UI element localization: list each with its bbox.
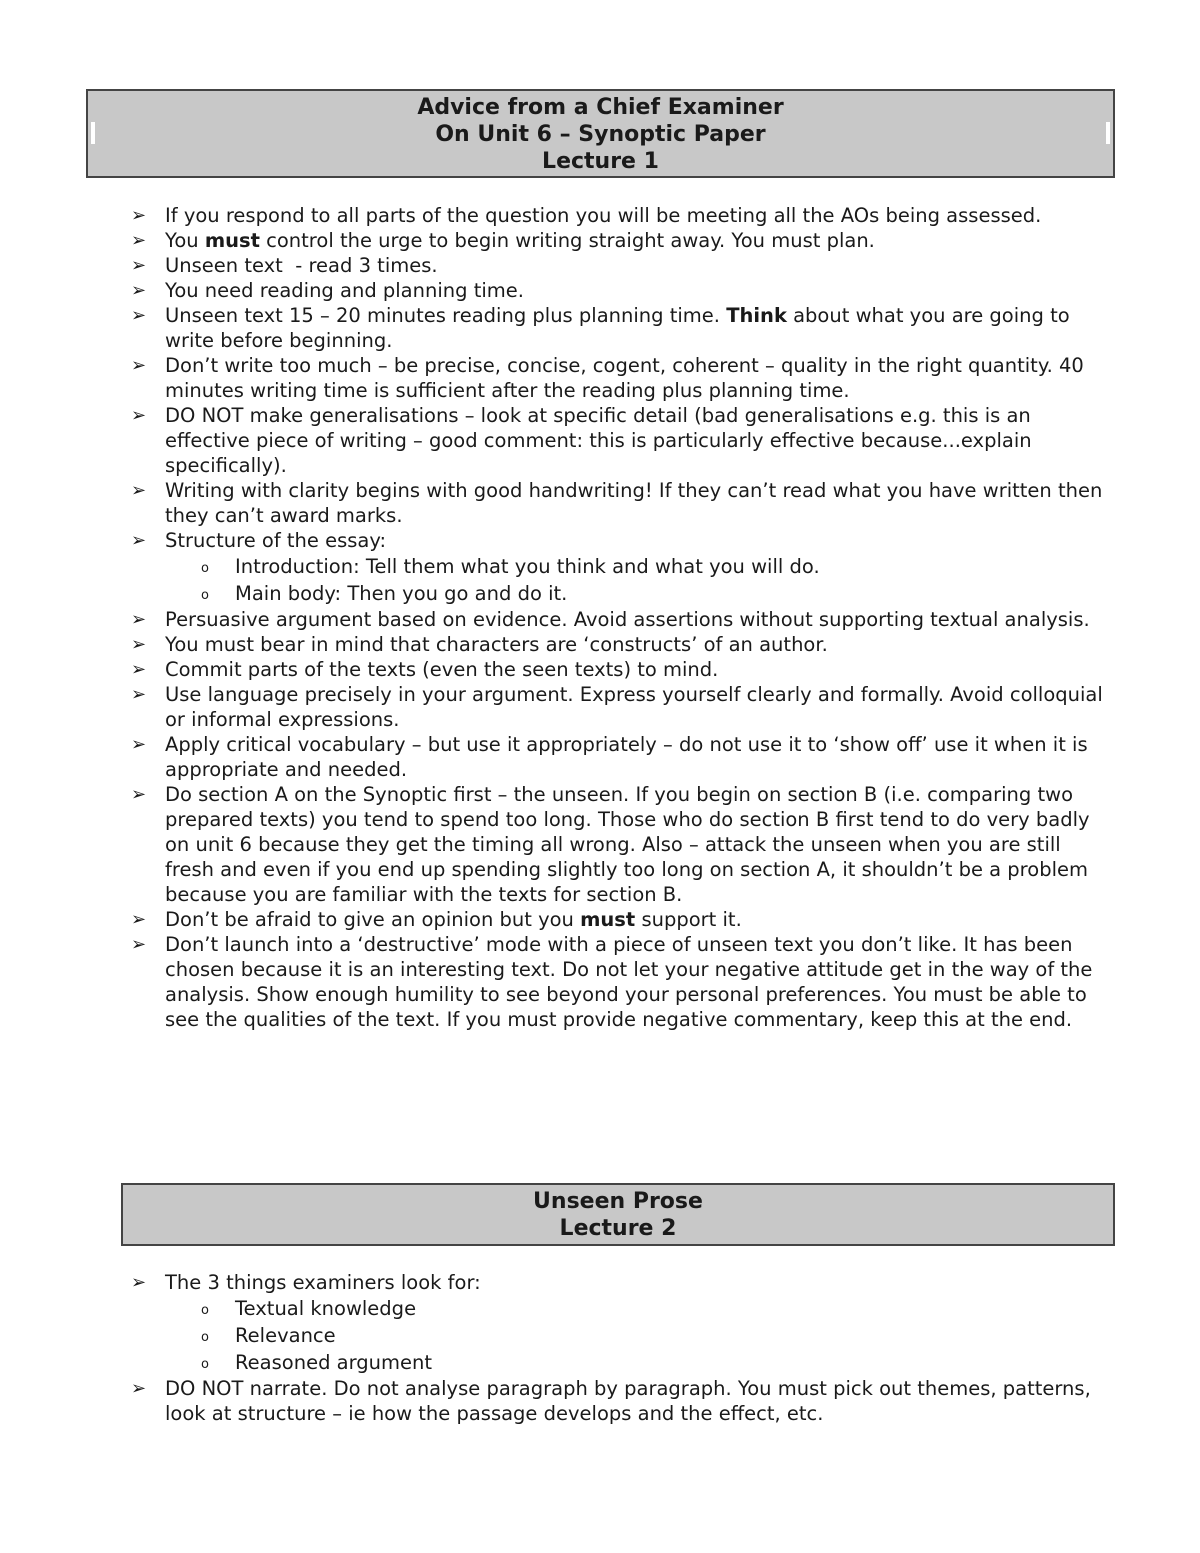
header-subtitle: On Unit 6 – Synoptic Paper: [435, 122, 766, 147]
arrow-bullet-icon: ➢: [131, 659, 147, 680]
list-item: ➢ You need reading and planning time.: [131, 279, 524, 302]
list-item: ➢ Don’t write too much – be precise, concise, cogent, coherent – quality in the right quantity. 40 minutes writing time is sufficient after the reading plus planning time.: [131, 354, 1084, 402]
arrow-bullet-icon: ➢: [131, 530, 147, 551]
list-item: ➢ Writing with clarity begins with good handwriting! If they can’t read what you have written then they can’t award marks.: [131, 479, 1103, 527]
header-lecture-label: Lecture 2: [559, 1216, 677, 1241]
list-item: ➢ Persuasive argument based on evidence. Avoid assertions without supporting textual analysis.: [131, 608, 1090, 631]
arrow-bullet-icon: ➢: [131, 634, 147, 655]
sub-list-item: o Relevance: [0, 1322, 1105, 1349]
arrow-bullet-icon: ➢: [131, 480, 147, 501]
list-item: ➢ Commit parts of the texts (even the seen texts) to mind.: [131, 658, 719, 681]
header-title: Advice from a Chief Examiner: [417, 95, 784, 120]
list-item: ➢ Use language precisely in your argument. Express yourself clearly and formally. Avoid colloquial or informal expressions.: [131, 683, 1103, 731]
header-lecture-label: Lecture 1: [542, 149, 659, 174]
sub-list-item: o Introduction: Tell them what you think and what you will do.: [0, 553, 1105, 580]
circle-bullet-icon: o: [201, 1303, 209, 1318]
circle-bullet-icon: o: [201, 1330, 209, 1345]
sub-list-item: o Main body: Then you go and do it.: [0, 580, 1105, 607]
arrow-bullet-icon: ➢: [131, 684, 147, 705]
list-item: ➢ DO NOT narrate. Do not analyse paragraph by paragraph. You must pick out themes, patterns, look at structure – ie how the passage develops and the effect, etc.: [131, 1377, 1091, 1425]
list-item: ➢ The 3 things examiners look for:: [131, 1271, 481, 1294]
list-item: ➢ Unseen text 15 – 20 minutes reading plus planning time. Think about what you are going to write before beginning.: [131, 304, 1070, 352]
header-title: Unseen Prose: [533, 1189, 703, 1214]
circle-bullet-icon: o: [201, 588, 209, 603]
arrow-bullet-icon: ➢: [131, 1272, 147, 1293]
sub-list-item: o Textual knowledge: [0, 1295, 1105, 1322]
arrow-bullet-icon: ➢: [131, 405, 147, 426]
arrow-bullet-icon: ➢: [131, 230, 147, 251]
arrow-bullet-icon: ➢: [131, 934, 147, 955]
sub-list-item: o Reasoned argument: [0, 1349, 1105, 1376]
circle-bullet-icon: o: [201, 1357, 209, 1372]
arrow-bullet-icon: ➢: [131, 784, 147, 805]
arrow-bullet-icon: ➢: [131, 355, 147, 376]
arrow-bullet-icon: ➢: [131, 609, 147, 630]
lecture-1-header-box: [86, 89, 1115, 178]
arrow-bullet-icon: ➢: [131, 205, 147, 226]
arrow-bullet-icon: ➢: [131, 280, 147, 301]
list-item: ➢ Structure of the essay:: [131, 529, 387, 552]
list-item: ➢ Apply critical vocabulary – but use it appropriately – do not use it to ‘show off’ use it when it is appropriate and needed.: [131, 733, 1088, 781]
list-item: ➢ You must bear in mind that characters are ‘constructs’ of an author.: [131, 633, 828, 656]
box-right-mark: [1106, 122, 1110, 144]
arrow-bullet-icon: ➢: [131, 305, 147, 326]
arrow-bullet-icon: ➢: [131, 909, 147, 930]
circle-bullet-icon: o: [201, 561, 209, 576]
list-item: ➢ You must control the urge to begin writing straight away. You must plan.: [131, 229, 875, 252]
list-item: ➢ Unseen text - read 3 times.: [131, 254, 438, 277]
list-item: ➢ Do section A on the Synoptic first – the unseen. If you begin on section B (i.e. comparing two prepared texts) you tend to spend too long. Those who do section B first tend to do very badly on unit 6 because they get the timing all wrong. Also – attack the unseen when you are still fresh and even if you end up spending slightly too long on section A, it shouldn’t be a problem because you are familiar with the texts for section B.: [131, 783, 1090, 906]
lecture-1-advice-list: [0, 203, 1105, 1032]
lecture-2-list: [0, 1270, 1105, 1426]
box-left-mark: [91, 122, 95, 144]
lecture-2-header-box: [121, 1183, 1115, 1246]
list-item: ➢ If you respond to all parts of the question you will be meeting all the AOs being assessed.: [131, 204, 1042, 227]
arrow-bullet-icon: ➢: [131, 255, 147, 276]
list-item: ➢ Don’t launch into a ‘destructive’ mode with a piece of unseen text you don’t like. It has been chosen because it is an interesting text. Do not let your negative attitude get in the way of the analysis. Show enough humility to see beyond your personal preferences. You must be able to see the qualities of the text. If you must provide negative commentary, keep this at the end.: [131, 933, 1093, 1031]
arrow-bullet-icon: ➢: [131, 734, 147, 755]
arrow-bullet-icon: ➢: [131, 1378, 147, 1399]
list-item: ➢ Don’t be afraid to give an opinion but you must support it.: [131, 908, 742, 931]
list-item: ➢ DO NOT make generalisations – look at specific detail (bad generalisations e.g. this is an effective piece of writing – good comment: this is particularly effective because...explain specifically).: [131, 404, 1032, 477]
